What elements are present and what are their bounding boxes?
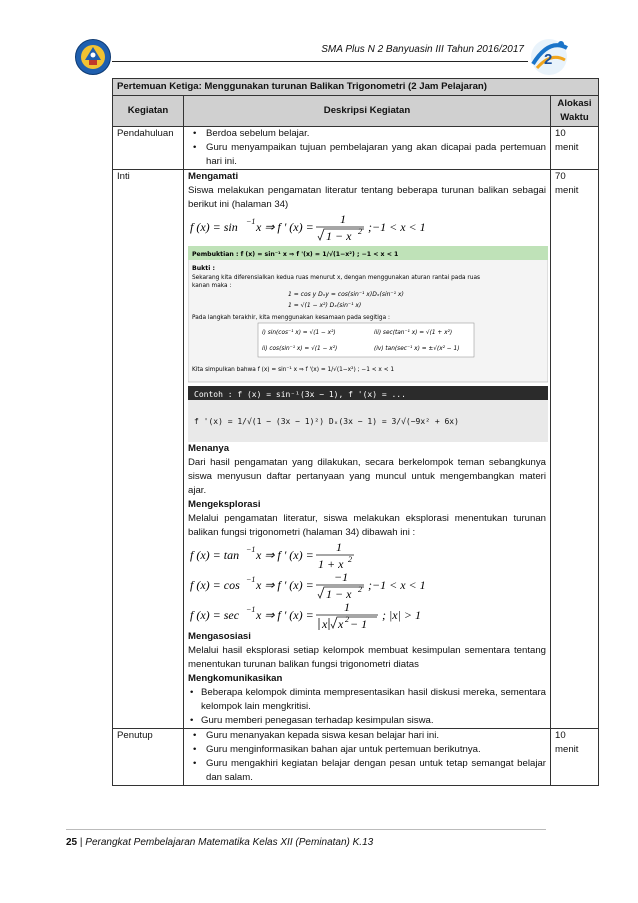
penutup-time [551, 729, 599, 786]
mengamati-text: Siswa melakukan pengamatan literatur tentang beberapa turunan balikan sebagai berikut ini (halaman 34) [188, 185, 546, 210]
table-row [113, 170, 599, 729]
formula-denominator: x [338, 617, 344, 631]
proof-identity-3: iii) sec(tan⁻¹ x) = √(1 + x²) [374, 330, 453, 336]
formula-mid: x ⇒ f ' (x) = [256, 578, 314, 592]
formula-mid: x ⇒ f ' (x) = [256, 608, 314, 622]
proof-eq2: 1 = √(1 − x²) Dₓ(sin⁻¹ x) [288, 302, 362, 309]
formula-denominator: 1 − x [326, 229, 352, 243]
section-title-mengamati: Mengamati [188, 171, 239, 182]
formula-arccos [188, 570, 546, 600]
formula-exponent: −1 [246, 605, 256, 614]
list-item: • Guru menginformasikan bahan ajar untuk pertemuan berikutnya. [188, 743, 546, 757]
penutup-description [184, 729, 551, 786]
section-title-menanya: Menanya [188, 443, 230, 454]
header-school-name: SMA Plus N 2 Banyuasin III Tahun 2016/2017 [321, 44, 524, 55]
meeting-title: Pertemuan Ketiga: Menggunakan turunan Balikan Trigonometri (2 Jam Pelajaran) [113, 79, 599, 96]
table-header-row [113, 96, 599, 127]
formula-den-abs: x [322, 617, 328, 631]
lesson-plan-table [112, 78, 599, 786]
formula-exponent: −1 [246, 217, 256, 226]
proof-image [188, 246, 548, 442]
formula-den-exp: 2 [348, 555, 352, 564]
pendahuluan-description [184, 127, 551, 170]
inti-description [184, 170, 551, 729]
school-emblem-logo [74, 38, 112, 76]
formula-den-exp: 2 [358, 585, 362, 594]
column-header-deskripsi: Deskripsi Kegiatan [184, 96, 551, 127]
formula-mid: x ⇒ f ' (x) = [256, 220, 314, 234]
column-header-alokasi: Alokasi Waktu [551, 96, 599, 127]
formula-numerator: 1 [340, 212, 346, 226]
table-row [113, 729, 599, 786]
row-label-pendahuluan: Pendahuluan [113, 127, 184, 170]
example-solution: f '(x) = 1/√(1 − (3x − 1)²) Dₓ(3x − 1) = 3/√(−9x² + 6x) [194, 417, 459, 426]
proof-line3: Pada langkah terakhir, kita menggunakan kesamaan pada segitiga : [192, 315, 390, 321]
proof-identity-1: i) sin(cos⁻¹ x) = √(1 − x²) [262, 330, 336, 336]
svg-text:2: 2 [544, 51, 553, 68]
proof-identity-2: ii) cos(sin⁻¹ x) = √(1 − x²) [262, 346, 338, 352]
pendahuluan-time [551, 127, 599, 170]
proof-title: Pembuktian : f (x) = sin⁻¹ x ⇒ f '(x) = 1/√(1−x²) ; −1 < x < 1 [192, 251, 399, 258]
time-value: 10 [555, 730, 566, 741]
time-unit: menit [555, 142, 579, 153]
column-header-kegiatan: Kegiatan [113, 96, 184, 127]
formula-lhs: f (x) = sin [190, 220, 238, 234]
formula-condition: ; |x| > 1 [382, 608, 422, 622]
proof-identity-4: (iv) tan(sec⁻¹ x) = ±√(x² − 1) [374, 346, 460, 352]
list-item: • Guru menanyakan kepada siswa kesan belajar hari ini. [188, 729, 546, 743]
pendahuluan-list [188, 127, 546, 169]
time-value: 70 [555, 171, 566, 182]
row-label-inti: Inti [113, 170, 184, 729]
formula-numerator: 1 [344, 600, 350, 614]
proof-eq1: 1 = cos y Dₓy = cos(sin⁻¹ x)Dₓ(sin⁻¹ x) [288, 291, 404, 298]
time-unit: menit [555, 744, 579, 755]
section-title-mengkomunikasikan: Mengkomunikasikan [188, 673, 283, 684]
formula-numerator: −1 [334, 570, 349, 584]
table-row [113, 127, 599, 170]
formula-denominator: 1 − x [326, 587, 352, 601]
list-item: • Guru memberi penegasan terhadap kesimpulan siswa. [185, 714, 546, 728]
formula-lhs: f (x) = tan [190, 548, 240, 562]
footer-divider [66, 829, 546, 830]
formula-mid: x ⇒ f ' (x) = [256, 548, 314, 562]
formula-exponent: −1 [246, 575, 256, 584]
example-problem: Contoh : f (x) = sin⁻¹(3x − 1), f '(x) = ... [194, 390, 406, 399]
table-title-row [113, 79, 599, 96]
formula-lhs: f (x) = sec [190, 608, 240, 622]
formula-arcsin [188, 212, 546, 242]
proof-line1: Sekarang kita diferensialkan kedua ruas menurut x, dengan menggunakan aturan rantai pada ruas [192, 275, 481, 281]
formula-den-exp: 2 [345, 615, 349, 624]
formula-den-exp: 2 [358, 227, 362, 236]
formula-numerator: 1 [336, 540, 342, 554]
proof-conclusion: Kita simpulkan bahwa f (x) = sin⁻¹ x ⇒ f '(x) = 1/√(1−x²) ; −1 < x < 1 [192, 367, 395, 373]
formula-exponent: −1 [246, 545, 256, 554]
list-item: • Berdoa sebelum belajar. [188, 127, 546, 141]
footer-text: Perangkat Pembelajaran Matematika Kelas XII (Peminatan) K.13 [85, 837, 374, 848]
time-value: 10 [555, 128, 566, 139]
formula-den-tail: − 1 [350, 617, 368, 631]
komunikasi-list [188, 686, 546, 728]
proof-bukti-label: Bukti : [192, 265, 215, 272]
proof-line2: kanan maka : [192, 283, 232, 289]
formula-condition: ;−1 < x < 1 [368, 578, 426, 592]
eksplorasi-text: Melalui pengamatan literatur, siswa melakukan eksplorasi menentukan turunan balikan fungsi trigonometri (halaman 34) dibawah ini : [188, 513, 546, 538]
formula-lhs: f (x) = cos [190, 578, 240, 592]
formula-denominator: 1 + x [318, 557, 344, 571]
list-item: • Guru mengakhiri kegiatan belajar dengan pesan untuk tetap semangat belajar dan salam. [188, 757, 546, 785]
inti-time [551, 170, 599, 729]
time-unit: menit [555, 185, 579, 196]
menanya-text: Dari hasil pengamatan yang dilakukan, secara berkelompok teman sebangkunya siswa menyusun daftar pertanyaan yang muncul untuk mengembangkan materi ajar. [188, 457, 546, 496]
section-title-mengeksplorasi: Mengeksplorasi [188, 499, 261, 510]
row-label-penutup: Penutup [113, 729, 184, 786]
formula-arcsec [188, 600, 546, 630]
page-number: 25 [66, 837, 78, 848]
school-brand-logo [527, 34, 573, 78]
section-title-mengasosiasi: Mengasosiasi [188, 631, 251, 642]
header-divider [112, 61, 528, 62]
list-item: • Guru menyampaikan tujuan pembelajaran yang akan dicapai pada pertemuan hari ini. [188, 141, 546, 169]
asosiasi-text: Melalui hasil eksplorasi setiap kelompok membuat kesimpulan sementara tentang menentukan turunan balikan fungsi trigonometri diatas [188, 645, 546, 670]
list-item: • Beberapa kelompok diminta mempresentasikan hasil diskusi mereka, sementara kelompok lain mengkritisi. [185, 686, 546, 714]
formula-condition: ;−1 < x < 1 [368, 220, 426, 234]
penutup-list [188, 729, 546, 785]
footer-separator: | [77, 837, 86, 848]
formula-arctan [188, 540, 546, 570]
page-footer [66, 837, 373, 848]
